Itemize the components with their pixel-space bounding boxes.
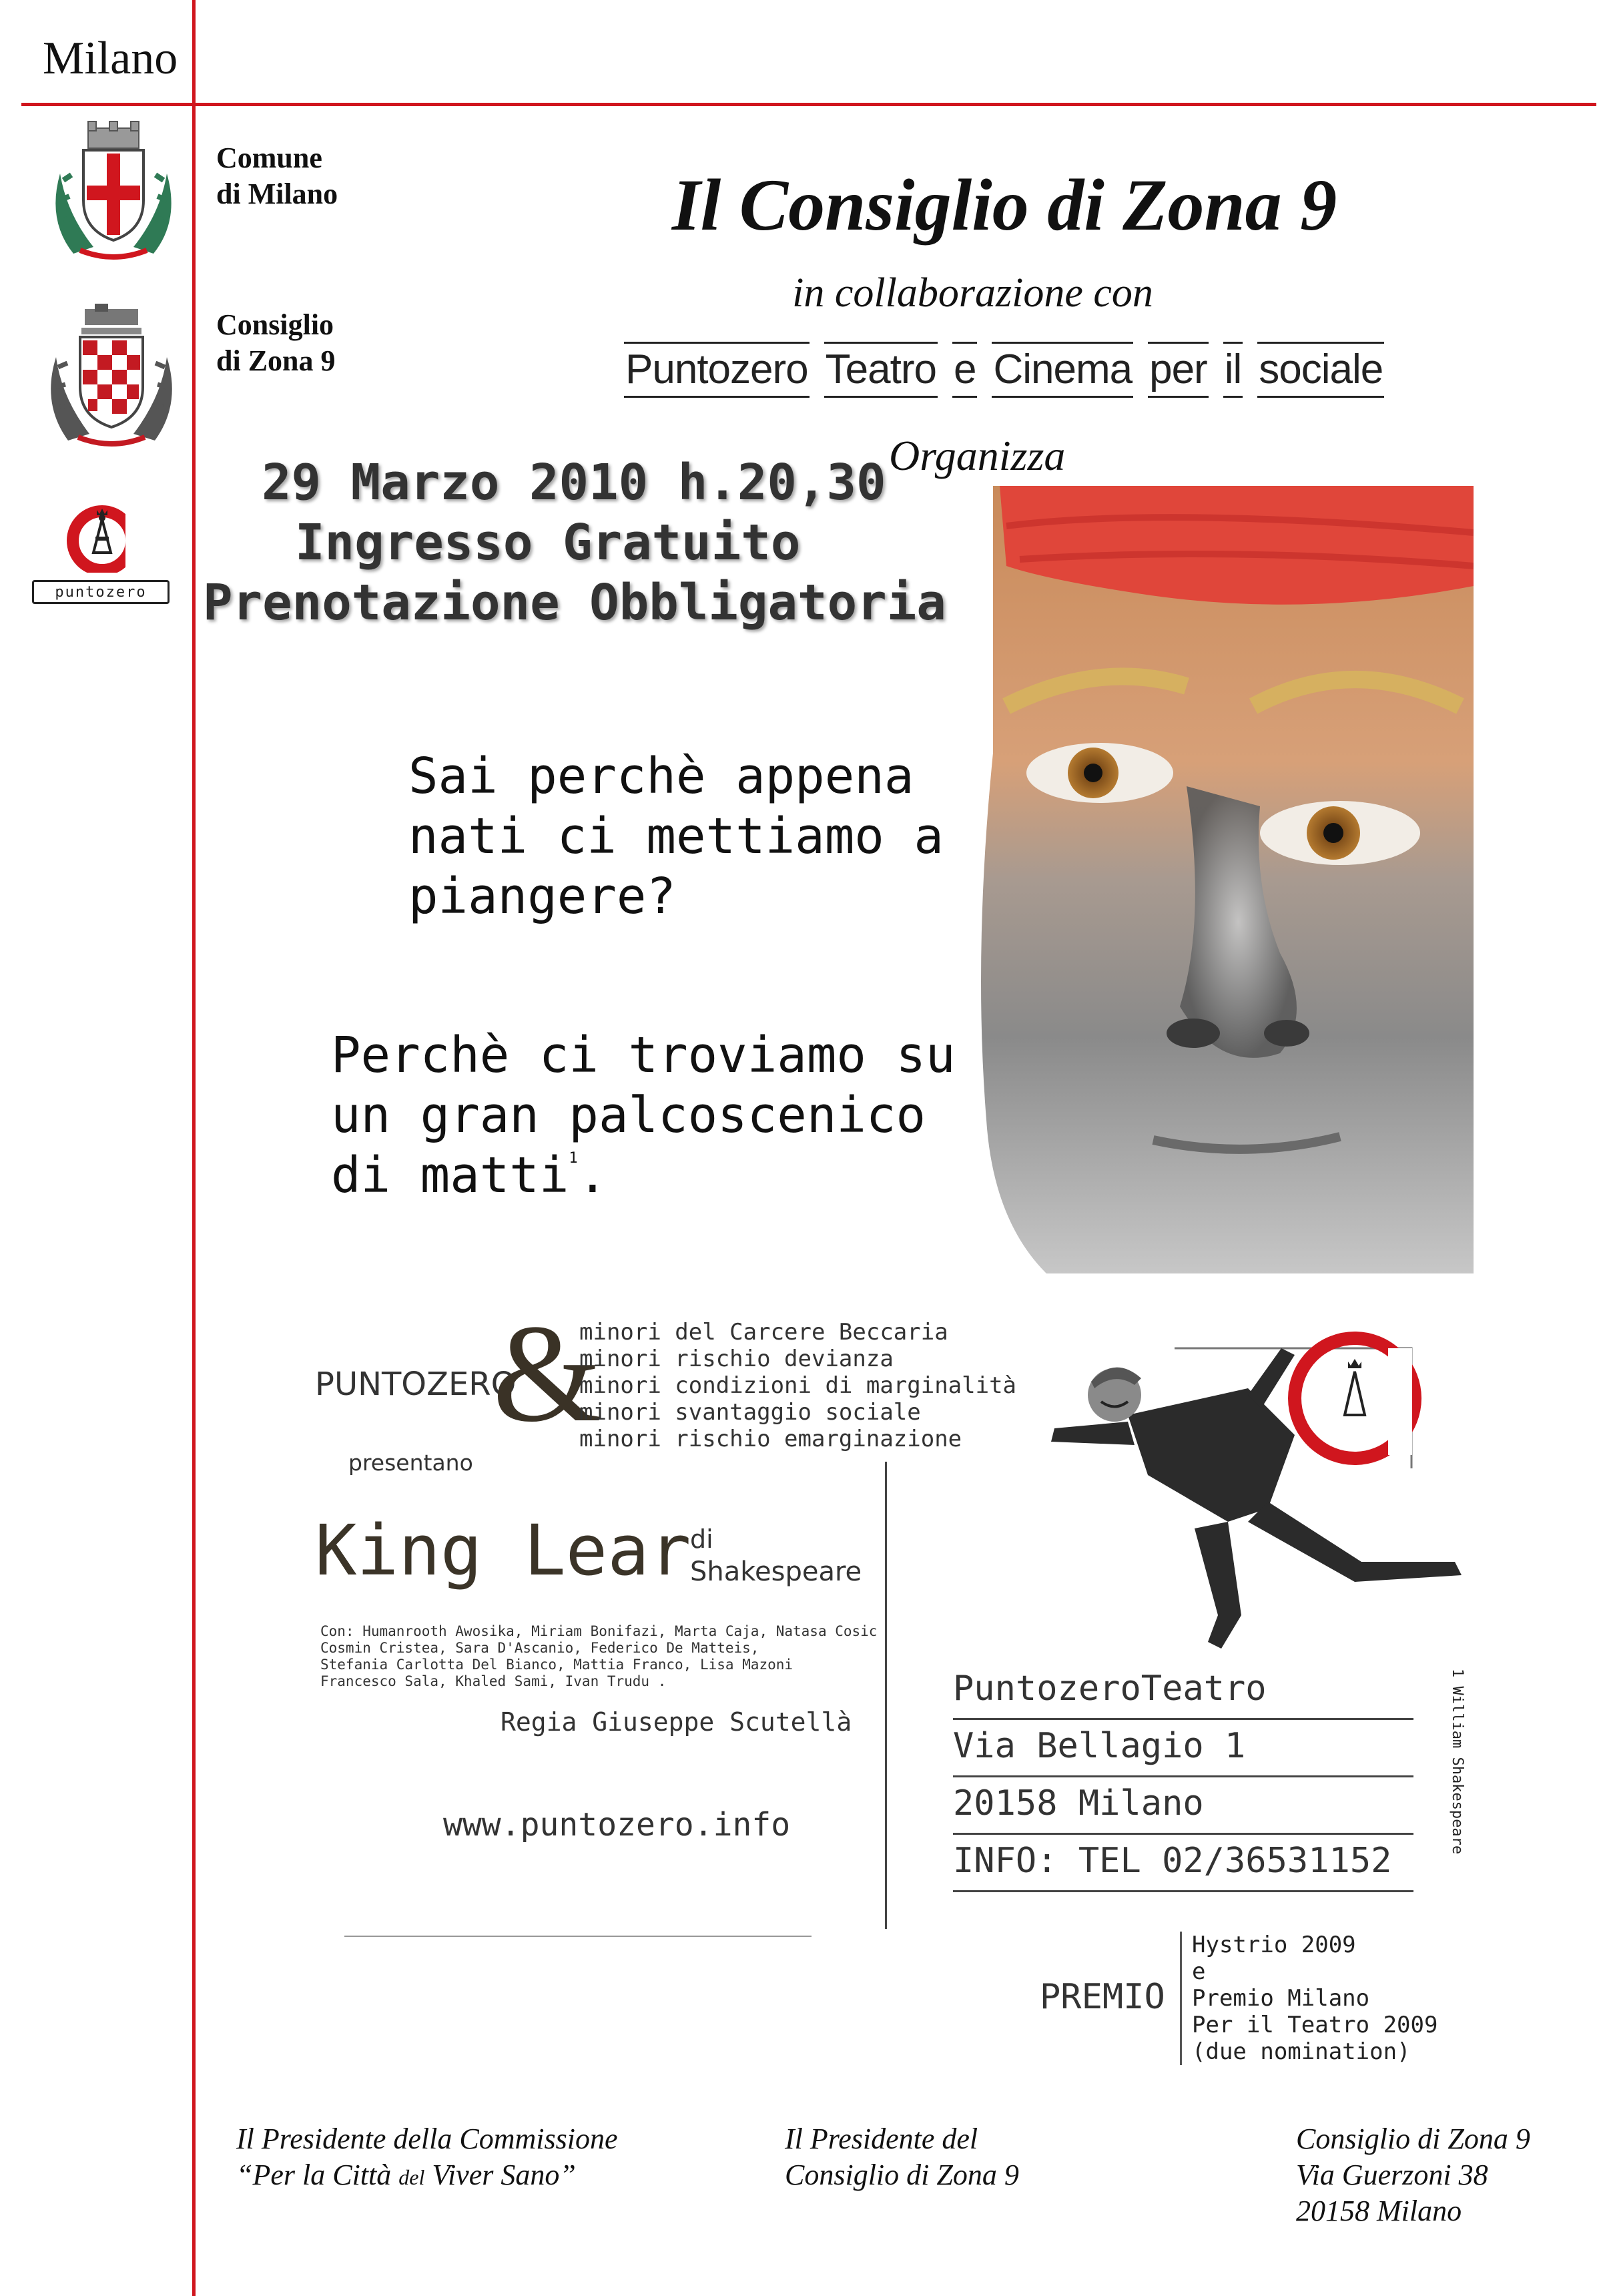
jumping-actor-photo — [1028, 1308, 1482, 1655]
cast-line: Francesco Sala, Khaled Sami, Ivan Trudu . — [320, 1673, 667, 1689]
collaboration-line: in collaborazione con — [792, 270, 1153, 316]
margin-rule-vertical — [192, 0, 196, 2296]
clown-face-photo — [966, 486, 1474, 1273]
event-date-time: 29 Marzo 2010 h.20,30 — [262, 454, 886, 511]
presentano-label: presentano — [348, 1450, 473, 1476]
question-line: nati ci mettiamo a — [408, 808, 944, 865]
minori-item: minori svantaggio sociale — [579, 1399, 921, 1426]
signature-line: Consiglio di Zona 9 — [785, 2159, 1019, 2191]
venue-name: PuntozeroTeatro — [953, 1662, 1413, 1720]
play-title: King Lear — [315, 1510, 691, 1591]
partner-word: Cinema — [992, 342, 1133, 398]
footnote-marker: 1 — [569, 1150, 578, 1167]
answer-line: Perchè ci troviamo su — [331, 1027, 956, 1084]
award-list — [1192, 1932, 1437, 2065]
signature-line: 20158 Milano — [1296, 2195, 1462, 2227]
partner-word: sociale — [1257, 342, 1384, 398]
award-item: Premio Milano — [1192, 1985, 1370, 2012]
footnote-text: 1 William Shakespeare — [1449, 1669, 1466, 1855]
award-item: Hystrio 2009 — [1192, 1932, 1356, 1958]
play-author: Shakespeare — [690, 1556, 862, 1587]
minori-list — [579, 1319, 1016, 1452]
signature-line — [236, 2157, 618, 2195]
answer-line-end: . — [577, 1147, 608, 1204]
logo-label-consiglio — [216, 307, 336, 379]
company-name: PUNTOZERO — [315, 1366, 517, 1403]
question-line: piangere? — [408, 868, 676, 925]
cast-line: Cosmin Cristea, Sara D'Ascanio, Federico De Matteis, — [320, 1640, 759, 1656]
award-item: (due nomination) — [1192, 2038, 1411, 2065]
ampersand: & — [493, 1296, 602, 1451]
answer-line-text: di matti — [331, 1147, 569, 1204]
cast-line: Stefania Carlotta Del Bianco, Mattia Franco, Lisa Mazoni — [320, 1657, 793, 1673]
answer-line: un gran palcoscenico — [331, 1087, 926, 1144]
signature-right-address — [1296, 2121, 1530, 2229]
partner-name — [624, 342, 1384, 398]
website-link[interactable]: www.puntozero.info — [443, 1806, 791, 1843]
logo-label-line: Consiglio — [216, 308, 334, 341]
partner-word: il — [1223, 342, 1243, 398]
signature-line: Il Presidente della Commissione — [236, 2122, 618, 2155]
signature-line-text: del — [398, 2165, 425, 2189]
partner-word: per — [1148, 342, 1209, 398]
partner-word: Teatro — [824, 342, 938, 398]
puntozero-logo-icon — [32, 499, 172, 619]
signature-line: Via Guerzoni 38 — [1296, 2159, 1488, 2191]
answer-text — [331, 1025, 956, 1205]
header-city: Milano — [43, 33, 178, 84]
puntozero-logo-text: puntozero — [32, 580, 170, 604]
question-line: Sai perchè appena — [408, 748, 914, 805]
answer-line — [331, 1145, 956, 1205]
signature-line: Consiglio di Zona 9 — [1296, 2122, 1530, 2155]
event-booking: Prenotazione Obbligatoria — [203, 574, 946, 631]
signature-line-text: “Per la Città — [236, 2159, 399, 2191]
signature-center — [785, 2121, 1019, 2193]
signature-left — [236, 2121, 618, 2195]
section-divider — [344, 1936, 812, 1937]
minori-item: minori condizioni di marginalità — [579, 1372, 1017, 1399]
award-item: e — [1192, 1958, 1206, 1985]
logo-label-line: Comune — [216, 141, 322, 174]
minori-item: minori rischio devianza — [579, 1346, 894, 1372]
signature-line: Il Presidente del — [785, 2122, 978, 2155]
header-rule-horizontal — [21, 103, 1596, 106]
venue-city: 20158 Milano — [953, 1777, 1413, 1835]
minori-item: minori rischio emarginazione — [579, 1426, 962, 1452]
organizza-label: Organizza — [889, 432, 1066, 479]
cast-line: Con: Humanrooth Awosika, Miriam Bonifazi, Marta Caja, Natasa Cosic — [320, 1623, 878, 1639]
logo-label-line: di Milano — [216, 178, 338, 210]
question-text — [408, 746, 944, 926]
page-title: Il Consiglio di Zona 9 — [671, 164, 1337, 246]
logo-label-comune — [216, 140, 338, 212]
award-label: PREMIO — [1040, 1977, 1165, 2017]
event-entry: Ingresso Gratuito — [295, 514, 801, 571]
venue-street: Via Bellagio 1 — [953, 1719, 1413, 1777]
director-credit: Regia Giuseppe Scutellà — [501, 1707, 852, 1737]
award-item: Per il Teatro 2009 — [1192, 2012, 1438, 2038]
consiglio-zona-9-crest-icon — [41, 304, 182, 451]
venue-info-phone: INFO: TEL 02/36531152 — [953, 1834, 1413, 1892]
play-di: di — [690, 1524, 713, 1554]
partner-word: e — [952, 342, 977, 398]
partner-word: Puntozero — [624, 342, 810, 398]
logo-label-line: di Zona 9 — [216, 344, 336, 377]
minori-item: minori del Carcere Beccaria — [579, 1319, 948, 1346]
section-divider — [885, 1462, 887, 1929]
signature-line-text: Viver Sano” — [424, 2159, 576, 2191]
comune-di-milano-crest-icon — [47, 120, 180, 267]
award-divider — [1180, 1932, 1182, 2065]
cast-list — [320, 1623, 877, 1690]
